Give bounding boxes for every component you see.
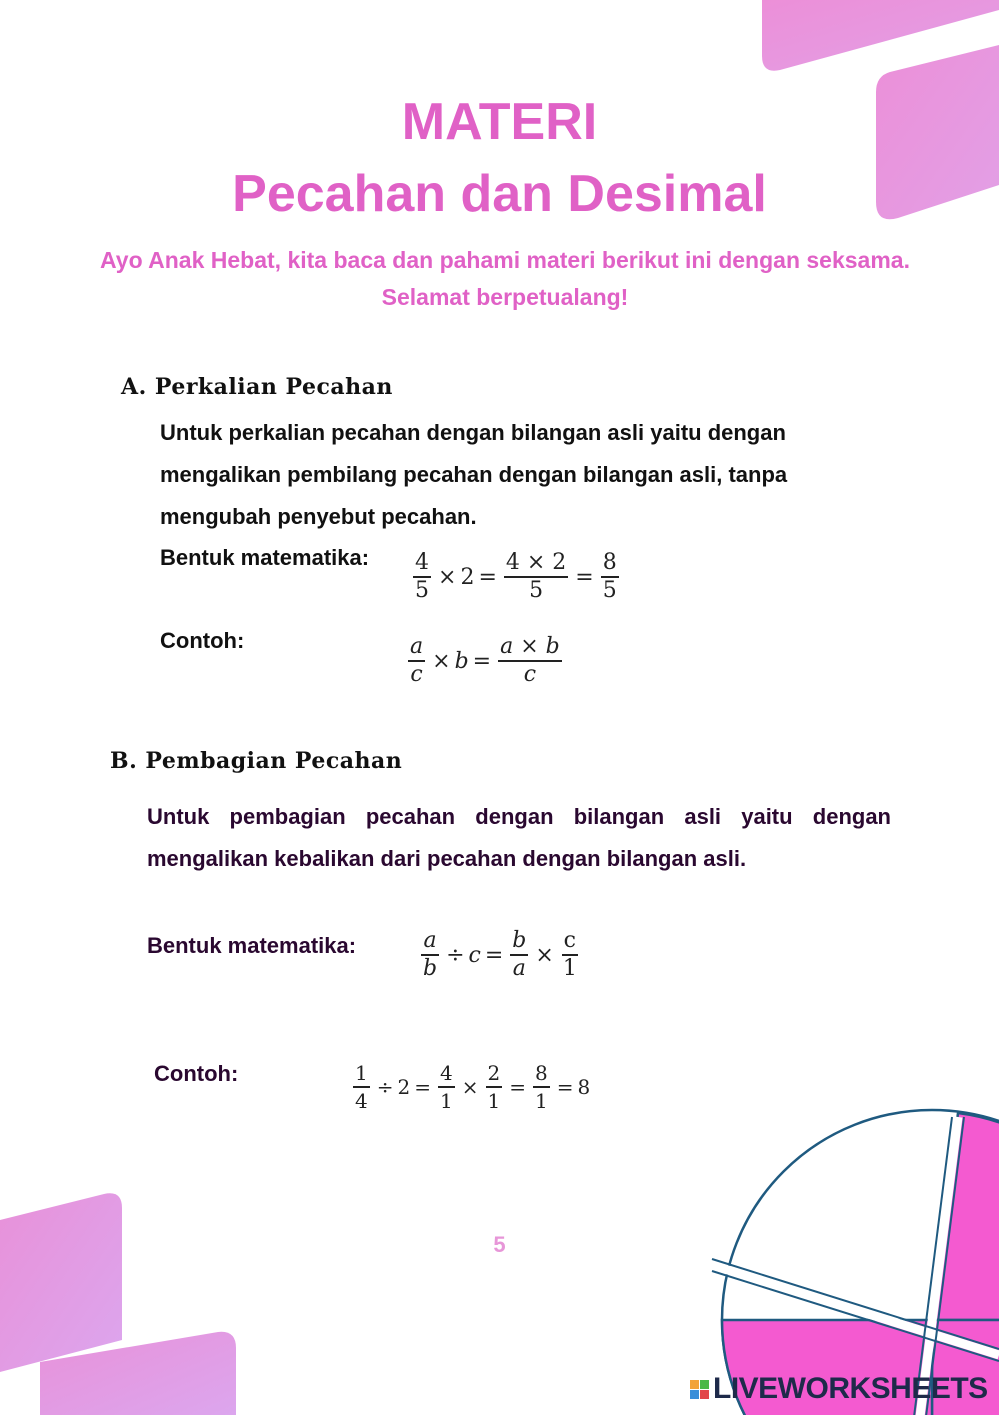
- section-b-formula-2: $\frac{1}{4}$ ÷ 2 = $\frac{4}{1}$ × $\frac{2}{1}$ = $\frac{8}{1}$ = 8: [355, 1061, 591, 1113]
- title-line-2: Pecahan dan Desimal: [232, 165, 767, 223]
- section-a-form-label: Bentuk matematika:: [160, 545, 370, 570]
- watermark-text: LIVEWORKSHEETS: [713, 1372, 988, 1405]
- bottom-left-decoration: [0, 1190, 240, 1415]
- liveworksheets-logo-icon: [690, 1380, 709, 1399]
- fraction: $\frac{8}{5}$: [602, 550, 617, 603]
- fraction: $\frac{8}{1}$: [535, 1061, 548, 1113]
- fraction: $\frac{a}{c}$: [410, 634, 424, 687]
- fraction: $\frac{c}{1}$: [562, 928, 577, 981]
- liveworksheets-watermark: [690, 1372, 988, 1406]
- section-a-text: Untuk perkalian pecahan dengan bilangan asli yaitu dengan mengalikan pembilang pecahan dengan bilangan asli, tanpa mengubah penyebut pecahan.: [160, 420, 788, 529]
- fraction: $\frac{b}{a}$: [512, 928, 527, 981]
- section-a-formula-1: $\frac{4}{5}$ × 2 = $\frac{4 \times 2}{5}$ = $\frac{8}{5}$: [415, 550, 617, 603]
- fraction: $\frac{4 \times 2}{5}$: [505, 550, 567, 603]
- fraction: $\frac{a \times b}{c}$: [500, 634, 560, 687]
- fraction: $\frac{a}{b}$: [423, 928, 438, 981]
- section-a-example-label: Contoh:: [160, 628, 245, 653]
- section-b-form-label: Bentuk matematika:: [147, 933, 357, 958]
- title-line-1: MATERI: [401, 93, 598, 151]
- section-a-formula-2: $\frac{a}{c}$ × b = $\frac{a \times b}{c}$: [410, 634, 560, 687]
- section-b-text: Untuk pembagian pecahan dengan bilangan asli yaitu dengan mengalikan kebalikan dari pecahan dengan bilangan asli.: [147, 804, 891, 871]
- section-a-heading: A. Perkalian Pecahan: [121, 374, 393, 400]
- section-b-example-label: Contoh:: [154, 1061, 239, 1086]
- fraction: $\frac{4}{5}$: [415, 550, 429, 603]
- intro-text: Ayo Anak Hebat, kita baca dan pahami materi berikut ini dengan seksama. Selamat berpetualang!: [100, 247, 910, 310]
- fraction: $\frac{1}{4}$: [355, 1061, 368, 1113]
- section-b-formula-1: $\frac{a}{b}$ ÷ c = $\frac{b}{a}$ × $\frac{c}{1}$: [423, 928, 577, 981]
- fraction: $\frac{4}{1}$: [440, 1061, 453, 1113]
- section-b-heading: B. Pembagian Pecahan: [110, 748, 403, 774]
- page-number: 5: [493, 1232, 506, 1257]
- fraction: $\frac{2}{1}$: [487, 1061, 501, 1113]
- pie-chart-decoration: [700, 1105, 999, 1415]
